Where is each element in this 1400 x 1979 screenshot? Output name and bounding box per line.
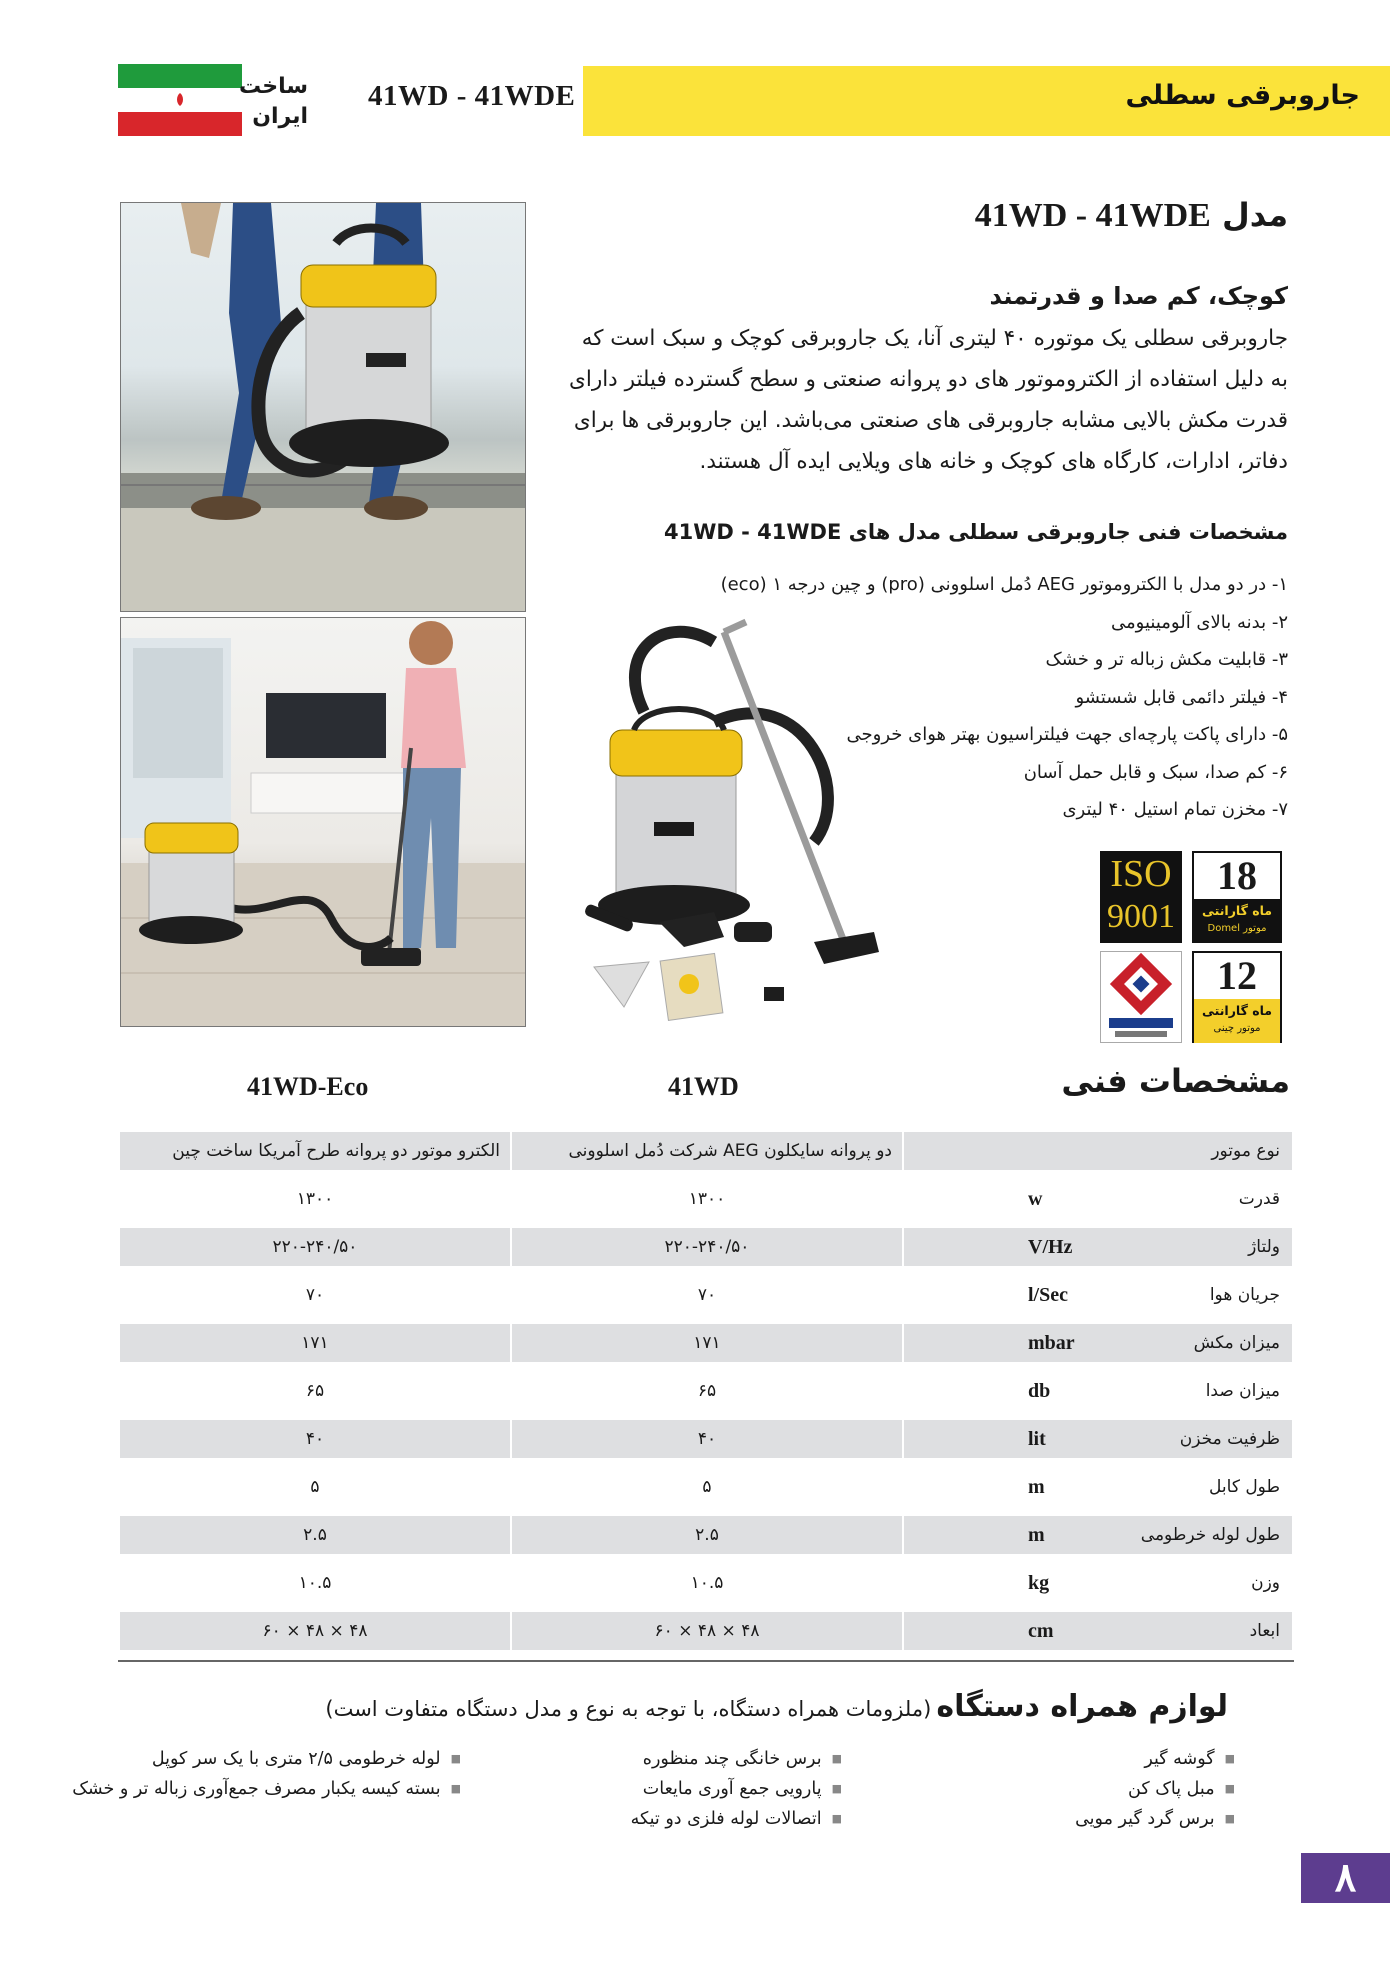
feature-item: ۴- فیلتر دائمی قابل شستشو — [1075, 686, 1288, 708]
warranty-months: 18 — [1217, 853, 1257, 898]
accessories-heading — [325, 1689, 1228, 1724]
table-row — [120, 1180, 1292, 1218]
row-label: نوع موتور — [1211, 1141, 1280, 1161]
iso-badge — [1100, 851, 1182, 943]
header-model: 41WD - 41WDE — [368, 80, 576, 112]
made-in-iran — [238, 72, 308, 132]
eco-value: ۵ — [310, 1477, 320, 1497]
table-row — [120, 1276, 1292, 1314]
eco-value: ۷۰ — [305, 1285, 325, 1305]
feature-item: ۵- دارای پاکت پارچه‌ای جهت فیلتراسیون بهتر هوای خروجی — [846, 724, 1288, 745]
feature-item: ۷- مخزن تمام استیل ۴۰ لیتری — [1062, 799, 1288, 820]
eco-value: ۲.۵ — [303, 1525, 327, 1545]
list-item: ■ لوله خرطومی ۲/۵ متری با یک سر کوپل — [72, 1744, 461, 1774]
accessories-column-3 — [72, 1744, 461, 1804]
table-row — [120, 1228, 1292, 1266]
wd-value: دو پروانه سایکلون AEG شرکت دُمل اسلوونی — [568, 1141, 892, 1161]
accessories-note: (ملزومات همراه دستگاه، با توجه به نوع و مدل دستگاه متفاوت است) — [325, 1697, 932, 1721]
table-row — [120, 1612, 1292, 1650]
row-label: ابعاد — [1249, 1621, 1280, 1641]
column-header-41wd: 41WD — [668, 1072, 739, 1101]
row-unit: kg — [1028, 1572, 1050, 1594]
eco-value: ۴۰ — [305, 1429, 325, 1449]
wd-value: ۱۳۰۰ — [688, 1189, 726, 1209]
model-word: مدل — [1221, 196, 1288, 234]
table-row — [120, 1372, 1292, 1410]
warranty-note: موتور Domel — [1207, 923, 1267, 934]
made-in-line1: ساخت — [238, 74, 308, 99]
benchmark-logo-icon — [1100, 951, 1182, 1043]
row-unit: lit — [1028, 1428, 1046, 1450]
accessories-title: لوازم همراه دستگاه — [936, 1689, 1228, 1724]
row-unit: V/Hz — [1028, 1236, 1073, 1258]
row-label: ظرفیت مخزن — [1179, 1429, 1280, 1449]
list-item: ■ مبل پاک کن — [1075, 1774, 1235, 1804]
table-row — [120, 1516, 1292, 1554]
row-unit: mbar — [1028, 1332, 1075, 1354]
page-number: ۸ — [1301, 1853, 1390, 1903]
feature-item: ۱- در دو مدل با الکتروموتور AEG دُمل اسلوونی (pro) و چین درجه ۱ (eco) — [720, 574, 1288, 595]
row-unit: cm — [1028, 1620, 1054, 1642]
row-label: میزان صدا — [1205, 1381, 1280, 1401]
row-unit: db — [1028, 1380, 1051, 1402]
table-row — [120, 1564, 1292, 1602]
eco-value: ۱۷۱ — [301, 1333, 329, 1353]
warranty-label: ماه گارانتی — [1201, 1003, 1273, 1018]
features-list — [628, 566, 1288, 829]
list-item: ■ گوشه گیر — [1075, 1744, 1235, 1774]
model-heading — [975, 196, 1288, 235]
row-label: جریان هوا — [1209, 1285, 1280, 1305]
row-label: طول لوله خرطومی — [1140, 1525, 1280, 1545]
wd-value: ۱۰.۵ — [690, 1573, 724, 1593]
table-row — [120, 1468, 1292, 1506]
iso-number: 9001 — [1107, 898, 1175, 935]
list-item: ■ برس گرد گیر مویی — [1075, 1804, 1235, 1834]
row-label: ولتاژ — [1248, 1237, 1280, 1257]
row-label: طول کابل — [1209, 1477, 1280, 1497]
table-row — [120, 1324, 1292, 1362]
feature-item: ۳- قابلیت مکش زباله تر و خشک — [1045, 649, 1288, 670]
table-divider — [118, 1660, 1294, 1662]
eco-value: الکترو موتور دو پروانه طرح آمریکا ساخت چین — [172, 1141, 500, 1161]
row-label: وزن — [1251, 1573, 1280, 1593]
column-header-41wd-eco: 41WD-Eco — [247, 1072, 369, 1101]
table-row — [120, 1132, 1292, 1170]
features-heading: مشخصات فنی جاروبرقی سطلی مدل های 41WD - 41WDE — [663, 520, 1288, 544]
accessories-column-2 — [631, 1744, 842, 1834]
warranty-badge-12 — [1192, 951, 1282, 1043]
list-item: ■ بسته کیسه یکبار مصرف جمع‌آوری زباله تر و خشک — [72, 1774, 461, 1804]
row-label: میزان مکش — [1193, 1333, 1280, 1353]
eco-value: ۶۵ — [305, 1381, 325, 1401]
wd-value: ۷۰ — [697, 1285, 717, 1305]
wd-value: ۵ — [702, 1477, 712, 1497]
page-title: جاروبرقی سطلی — [1125, 80, 1360, 111]
wd-value: ۱۷۱ — [693, 1333, 721, 1353]
row-unit: m — [1028, 1524, 1045, 1546]
warranty-badge-18 — [1192, 851, 1282, 943]
list-item: ■ برس خانگی چند منظوره — [631, 1744, 842, 1774]
wd-value: ۴۸ × ۴۸ × ۶۰ — [654, 1621, 760, 1641]
eco-value: ۱۳۰۰ — [296, 1189, 334, 1209]
warranty-label: ماه گارانتی — [1201, 903, 1273, 918]
feature-item: ۲- بدنه بالای آلومینیومی — [1111, 611, 1288, 633]
wd-value: ۲.۵ — [695, 1525, 719, 1545]
wd-value: ۲۲۰-۲۴۰/۵۰ — [664, 1237, 750, 1257]
subtitle: کوچک، کم صدا و قدرتمند — [989, 282, 1288, 310]
photo-carrying-vacuum — [120, 202, 526, 612]
model-code: 41WD - 41WDE — [974, 197, 1211, 234]
spec-table-heading: مشخصات فنی — [1061, 1062, 1290, 1100]
row-unit: w — [1028, 1188, 1043, 1210]
feature-item: ۶- کم صدا، سبک و قابل حمل آسان — [1023, 761, 1288, 783]
table-row — [120, 1420, 1292, 1458]
description-paragraph: جاروبرقی سطلی یک موتوره ۴۰ لیتری آنا، یک جاروبرقی کوچک و سبک است که به دلیل استفاده از الکتروموتور های دو پروانه صنعتی و سطح گسترده فیلتر دارای قدرت مکش بالایی مشابه جاروبرقی های صنعتی می‌باشد. این جاروبرقی ها برای دفاتر، ادارات، کارگاه های کوچک و خانه های ویلایی ایده آل هستند. — [569, 326, 1288, 474]
warranty-note: موتور چینی — [1213, 1023, 1261, 1034]
row-label: قدرت — [1238, 1189, 1280, 1209]
wd-value: ۶۵ — [697, 1381, 717, 1401]
made-in-line2: ایران — [252, 104, 308, 129]
list-item: ■ اتصالات لوله فلزی دو تیکه — [631, 1804, 842, 1834]
eco-value: ۲۲۰-۲۴۰/۵۰ — [272, 1237, 358, 1257]
accessories-column-1 — [1075, 1744, 1235, 1834]
wd-value: ۴۰ — [697, 1429, 717, 1449]
list-item: ■ پارویی جمع آوری مایعات — [631, 1774, 842, 1804]
eco-value: ۴۸ × ۴۸ × ۶۰ — [262, 1621, 368, 1641]
iran-flag-icon — [118, 64, 242, 136]
photo-woman-vacuuming — [120, 617, 526, 1027]
warranty-months: 12 — [1217, 953, 1257, 998]
eco-value: ۱۰.۵ — [298, 1573, 332, 1593]
row-unit: m — [1028, 1476, 1045, 1498]
iso-text: ISO — [1110, 853, 1172, 895]
row-unit: l/Sec — [1028, 1284, 1068, 1306]
